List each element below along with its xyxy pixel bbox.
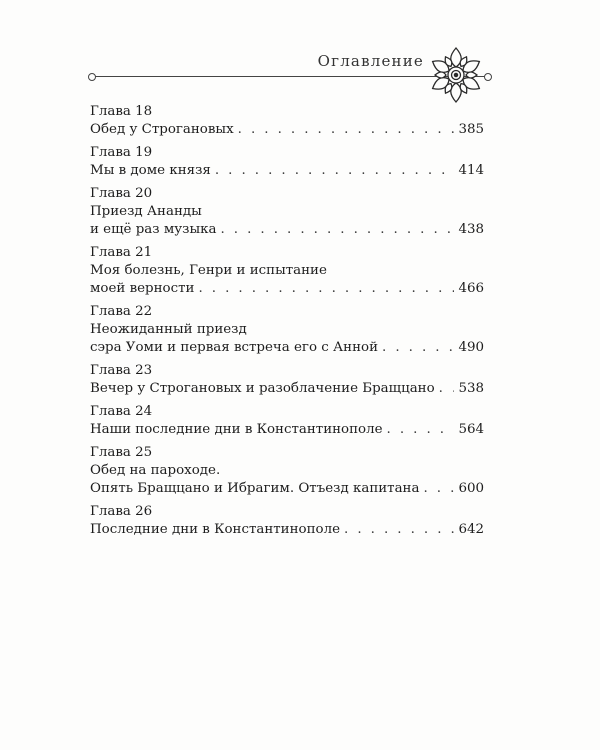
chapter-title-row (90, 521, 484, 539)
chapter-title-row (90, 121, 484, 139)
table-of-contents (90, 103, 484, 544)
dot-leader (215, 162, 455, 180)
chapter-label: Глава 20 (90, 186, 153, 201)
mandala-flower-icon (427, 46, 485, 104)
dot-leader (382, 339, 454, 357)
toc-entry (90, 362, 484, 398)
header-rule-right-cap (484, 73, 492, 81)
page-number: 414 (458, 163, 484, 178)
toc-entry (90, 303, 484, 357)
header-rule-left-cap (88, 73, 96, 81)
toc-entry (90, 144, 484, 180)
page-number: 490 (458, 340, 484, 355)
chapter-title-line: сэра Уоми и первая встреча его с Анной (90, 340, 379, 355)
page-number: 438 (458, 222, 484, 237)
dot-leader (439, 380, 455, 398)
toc-entry (90, 244, 484, 298)
toc-entry (90, 103, 484, 139)
page-number: 564 (458, 422, 484, 437)
toc-entry (90, 444, 484, 498)
dot-leader (423, 480, 454, 498)
page-title: Оглавление (317, 52, 424, 70)
chapter-title-row (90, 162, 484, 180)
dot-leader (387, 421, 455, 439)
chapter-title-line: Обед на пароходе. (90, 463, 221, 478)
dot-leader (238, 121, 455, 139)
toc-entry (90, 185, 484, 239)
chapter-title-line: Обед у Строгановых (90, 122, 234, 137)
page-number: 466 (458, 281, 484, 296)
toc-entry (90, 503, 484, 539)
chapter-title-line: и ещё раз музыка (90, 222, 217, 237)
page-number: 642 (458, 522, 484, 537)
page-number: 385 (458, 122, 484, 137)
chapter-title-line: Моя болезнь, Генри и испытание (90, 263, 327, 278)
chapter-title-row (90, 480, 484, 498)
chapter-title-row (90, 339, 484, 357)
chapter-title-line: Наши последние дни в Константинополе (90, 422, 383, 437)
chapter-title-line: Приезд Ананды (90, 204, 202, 219)
page-number: 538 (458, 381, 484, 396)
page-number: 600 (458, 481, 484, 496)
chapter-label: Глава 21 (90, 245, 153, 260)
running-header (0, 0, 600, 100)
chapter-label: Глава 25 (90, 445, 153, 460)
chapter-title-line: Мы в доме князя (90, 163, 211, 178)
dot-leader (220, 221, 454, 239)
chapter-label: Глава 18 (90, 104, 153, 119)
chapter-title-line: моей верности (90, 281, 195, 296)
chapter-title-line: Вечер у Строгановых и разоблачение Бращцано (90, 381, 435, 396)
toc-entry (90, 403, 484, 439)
chapter-title-row (90, 380, 484, 398)
chapter-title-row (90, 421, 484, 439)
dot-leader (344, 521, 454, 539)
chapter-label: Глава 26 (90, 504, 153, 519)
chapter-label: Глава 19 (90, 145, 153, 160)
chapter-title-row (90, 221, 484, 239)
chapter-label: Глава 24 (90, 404, 153, 419)
chapter-title-line: Опять Бращцано и Ибрагим. Отъезд капитана (90, 481, 420, 496)
chapter-label: Глава 23 (90, 363, 153, 378)
dot-leader (198, 280, 454, 298)
chapter-title-row (90, 280, 484, 298)
chapter-title-line: Неожиданный приезд (90, 322, 247, 337)
chapter-title-line: Последние дни в Константинополе (90, 522, 340, 537)
chapter-label: Глава 22 (90, 304, 153, 319)
